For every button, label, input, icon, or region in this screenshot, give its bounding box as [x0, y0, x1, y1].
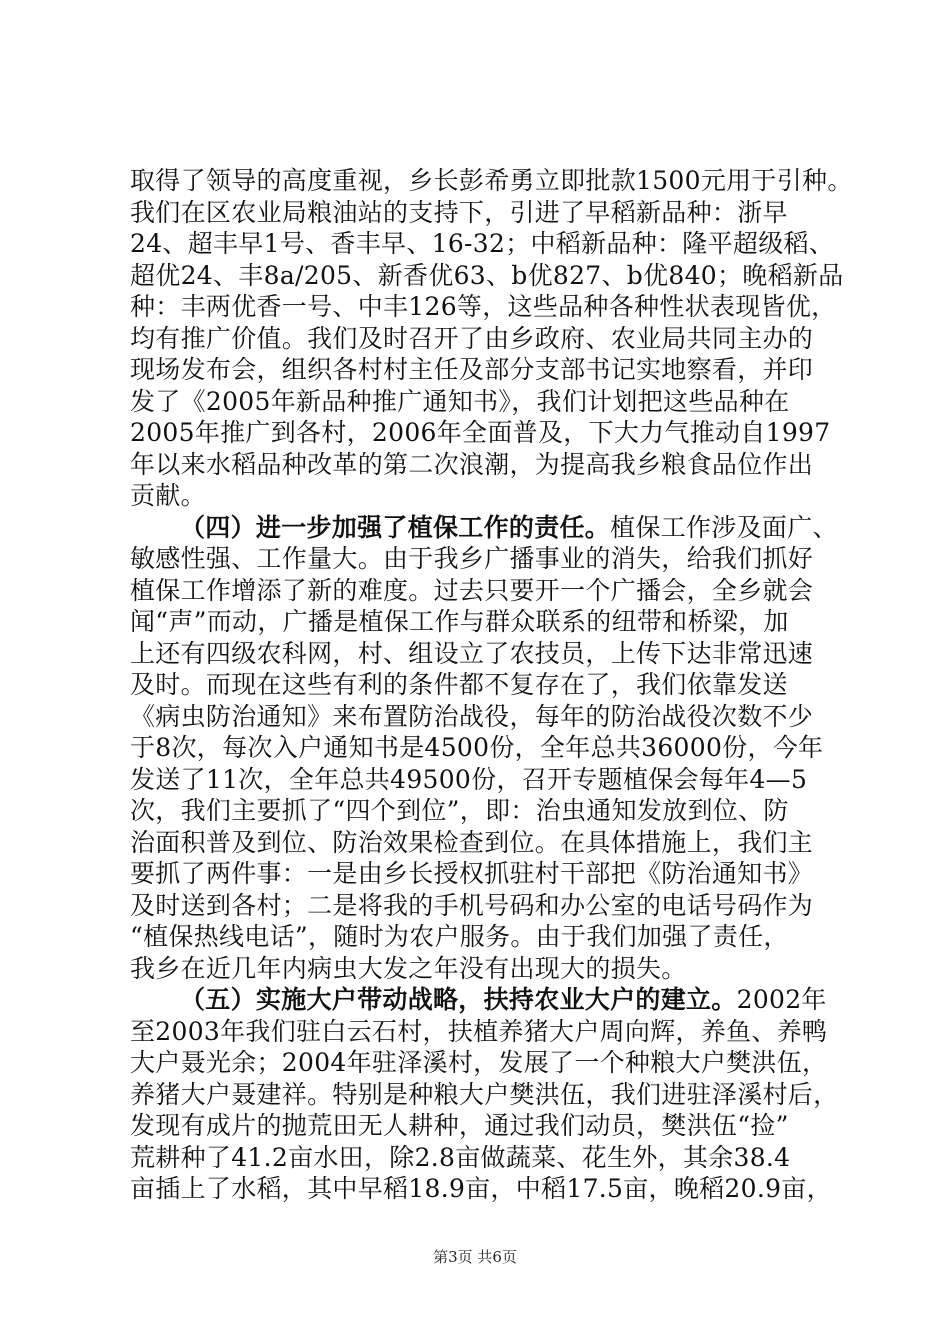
text-run: 植保工作涉及面广、: [610, 512, 838, 542]
text-line: 治面积普及到位、防治效果检查到位。在具体措施上，我们主: [130, 827, 814, 857]
text-line: 现场发布会，组织各村村主任及部分支部书记实地察看，并印: [130, 355, 814, 384]
text-line: 敏感性强、工作量大。由于我乡广播事业的消失，给我们抓好: [130, 544, 814, 573]
text-line: 发现有成片的抛荒田无人耕种，通过我们动员，樊洪伍“捡”: [130, 1111, 789, 1140]
page-footer: [0, 1246, 950, 1267]
text-line: 取得了领导的高度重视，乡长彭希勇立即批款1500元用于引种。: [130, 166, 853, 195]
paragraph-3: [130, 984, 839, 1205]
text-line: 均有推广价值。我们及时召开了由乡政府、农业局共同主办的: [130, 323, 814, 353]
text-line: 植保工作增添了新的难度。过去只要开一个广播会，全乡就会: [130, 575, 814, 605]
text-run: 2002年: [736, 985, 827, 1014]
text-line: 大户聂光余；2004年驻泽溪村，发展了一个种粮大户樊洪伍，: [130, 1048, 828, 1077]
paragraph-2: [130, 512, 838, 985]
text-line: 次，我们主要抓了“四个到位”，即：治虫通知发放到位、防: [130, 796, 789, 825]
section-heading: （四）进一步加强了植保工作的责任。: [180, 512, 611, 542]
text-line: 年以来水稻品种改革的第二次浪潮，为提高我乡粮食品位作出: [130, 449, 814, 479]
paragraph-1: [130, 165, 853, 512]
text-line: 2005年推广到各村，2006年全面普及，下大力气推动自1997: [130, 418, 831, 447]
section-heading: （五）实施大户带动战略，扶持农业大户的建立。: [180, 985, 737, 1014]
document-body: [130, 165, 853, 1205]
text-line: 闻“声”而动，广播是植保工作与群众联系的纽带和桥梁，加: [130, 607, 789, 636]
paragraph-first-line: [130, 984, 830, 1016]
text-line: 《病虫防治通知》来布置防治战役，每年的防治战役次数不少: [130, 701, 814, 731]
text-line: 我乡在近几年内病虫大发之年没有出现大的损失。: [130, 953, 687, 983]
text-line: 荒耕种了41.2亩水田，除2.8亩做蔬菜、花生外，其余38.4: [130, 1142, 791, 1172]
text-line: 养猪大户聂建祥。特别是种粮大户樊洪伍，我们进驻泽溪村后，: [130, 1079, 839, 1109]
text-line: 及时送到各村；二是将我的手机号码和办公室的电话号码作为: [130, 890, 814, 920]
text-line: 于8次，每次入户通知书是4500份，全年总共36000份，今年: [130, 733, 824, 762]
text-line: 上还有四级农科网，村、组设立了农技员，上传下达非常迅速: [130, 638, 814, 668]
text-line: 要抓了两件事：一是由乡长授权抓驻村干部把《防治通知书》: [130, 859, 814, 888]
text-line: “植保热线电话”，随时为农户服务。由于我们加强了责任，: [130, 922, 789, 951]
text-line: 贡献。: [130, 481, 206, 510]
text-line: 至2003年我们驻白云石村，扶植养猪大户周向辉，养鱼、养鸭: [130, 1016, 828, 1046]
text-line: 发送了11次，全年总共49500份，召开专题植保会每年4—5: [130, 764, 808, 794]
text-line: 我们在区农业局粮油站的支持下，引进了早稻新品种：浙早: [130, 197, 788, 227]
text-line: 超优24、丰8a/205、新香优63、b优827、b优840；晚稻新品: [130, 260, 844, 290]
paragraph-first-line: [130, 512, 838, 544]
text-line: 24、超丰早1号、香丰早、16-32；中稻新品种：隆平超级稻、: [130, 229, 835, 258]
text-line: 亩插上了水稻，其中早稻18.9亩，中稻17.5亩，晚稻20.9亩，: [130, 1174, 832, 1203]
text-line: 发了《2005年新品种推广通知书》，我们计划把这些品种在: [130, 386, 790, 416]
text-line: 种：丰两优香一号、中丰126等，这些品种各种性状表现皆优，: [130, 292, 837, 321]
page-number: 第3页 共6页: [433, 1248, 517, 1266]
text-line: 及时。而现在这些有利的条件都不复存在了，我们依靠发送: [130, 670, 788, 699]
